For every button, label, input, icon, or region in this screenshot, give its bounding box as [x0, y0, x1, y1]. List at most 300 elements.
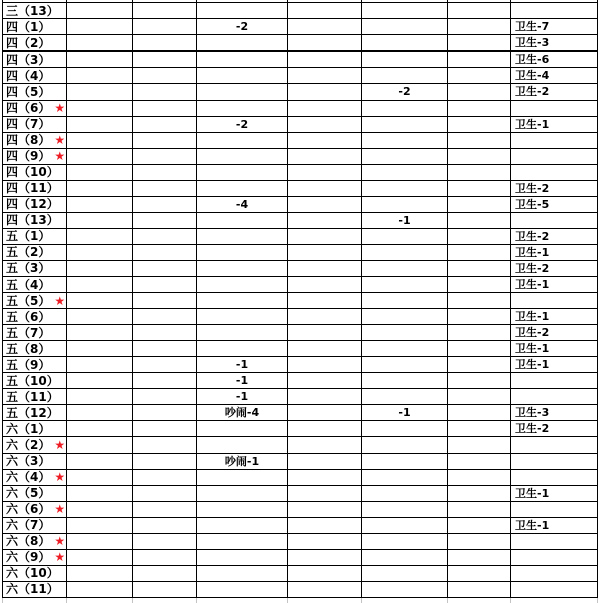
table-cell[interactable] [133, 581, 197, 597]
table-cell[interactable] [197, 51, 288, 68]
table-cell[interactable] [197, 132, 288, 148]
table-cell[interactable] [288, 68, 362, 84]
table-cell[interactable] [197, 277, 288, 293]
table-cell[interactable] [67, 132, 133, 148]
table-cell[interactable] [288, 84, 362, 100]
table-cell[interactable] [197, 517, 288, 533]
table-cell[interactable] [362, 549, 448, 565]
table-cell[interactable] [197, 309, 288, 325]
row-label-cell[interactable] [3, 501, 67, 517]
row-label-cell[interactable] [3, 293, 67, 309]
table-cell[interactable] [362, 132, 448, 148]
table-cell[interactable] [288, 533, 362, 549]
row-label-cell[interactable] [3, 100, 67, 116]
row-label-cell[interactable] [3, 19, 67, 35]
table-cell[interactable] [362, 3, 448, 19]
table-cell[interactable] [362, 68, 448, 84]
table-cell[interactable] [511, 533, 598, 549]
table-cell[interactable]: 卫生-5 [511, 196, 598, 212]
table-cell[interactable] [362, 533, 448, 549]
table-cell[interactable] [448, 35, 511, 52]
table-cell[interactable] [511, 581, 598, 597]
table-cell[interactable] [133, 357, 197, 373]
table-cell[interactable] [448, 19, 511, 35]
table-cell[interactable] [511, 132, 598, 148]
table-cell[interactable] [197, 228, 288, 244]
table-cell[interactable] [288, 373, 362, 389]
table-cell[interactable] [197, 180, 288, 196]
table-cell[interactable] [67, 84, 133, 100]
table-cell[interactable] [448, 373, 511, 389]
table-cell[interactable] [288, 196, 362, 212]
row-label-cell[interactable] [3, 244, 67, 260]
table-cell[interactable] [511, 549, 598, 565]
table-cell[interactable]: 卫生-1 [511, 357, 598, 373]
table-cell[interactable] [362, 19, 448, 35]
row-label-cell[interactable] [3, 405, 67, 421]
table-cell[interactable] [133, 453, 197, 469]
table-cell[interactable] [448, 116, 511, 132]
table-cell[interactable] [133, 405, 197, 421]
table-cell[interactable] [288, 565, 362, 581]
row-label-cell[interactable] [3, 421, 67, 437]
table-cell[interactable] [448, 3, 511, 19]
table-cell[interactable] [133, 293, 197, 309]
table-cell[interactable] [362, 260, 448, 276]
table-cell[interactable] [133, 565, 197, 581]
table-cell[interactable] [288, 164, 362, 180]
table-cell[interactable] [133, 132, 197, 148]
table-cell[interactable] [133, 341, 197, 357]
row-label-cell[interactable] [3, 132, 67, 148]
table-cell[interactable] [133, 485, 197, 501]
table-cell[interactable] [197, 260, 288, 276]
table-cell[interactable] [133, 244, 197, 260]
table-cell[interactable]: 卫生-1 [511, 277, 598, 293]
table-cell[interactable] [362, 148, 448, 164]
table-cell[interactable] [197, 501, 288, 517]
table-cell[interactable]: -1 [197, 373, 288, 389]
table-cell[interactable] [133, 421, 197, 437]
table-cell[interactable] [362, 565, 448, 581]
table-cell[interactable] [133, 389, 197, 405]
table-cell[interactable] [197, 3, 288, 19]
table-cell[interactable]: 卫生-1 [511, 309, 598, 325]
table-cell[interactable] [448, 68, 511, 84]
table-cell[interactable] [362, 389, 448, 405]
table-cell[interactable] [67, 260, 133, 276]
table-cell[interactable] [288, 309, 362, 325]
table-cell[interactable] [448, 341, 511, 357]
row-label-cell[interactable] [3, 485, 67, 501]
table-cell[interactable] [133, 3, 197, 19]
table-cell[interactable] [362, 341, 448, 357]
table-cell[interactable] [448, 260, 511, 276]
table-cell[interactable]: 卫生-4 [511, 68, 598, 84]
table-cell[interactable] [448, 180, 511, 196]
table-cell[interactable] [362, 35, 448, 52]
table-cell[interactable] [288, 212, 362, 228]
table-cell[interactable] [288, 132, 362, 148]
table-cell[interactable] [133, 84, 197, 100]
table-cell[interactable] [67, 164, 133, 180]
table-cell[interactable] [362, 421, 448, 437]
table-cell[interactable]: 卫生-2 [511, 180, 598, 196]
table-cell[interactable] [133, 277, 197, 293]
table-cell[interactable]: 卫生-2 [511, 421, 598, 437]
table-cell[interactable]: -4 [197, 196, 288, 212]
table-cell[interactable] [511, 565, 598, 581]
table-cell[interactable] [448, 549, 511, 565]
table-cell[interactable] [67, 3, 133, 19]
table-cell[interactable] [288, 244, 362, 260]
table-cell[interactable] [67, 533, 133, 549]
table-cell[interactable] [197, 68, 288, 84]
table-cell[interactable] [448, 469, 511, 485]
table-cell[interactable] [67, 68, 133, 84]
table-cell[interactable] [511, 373, 598, 389]
table-cell[interactable] [511, 437, 598, 453]
table-cell[interactable]: -1 [197, 389, 288, 405]
row-label-cell[interactable] [3, 581, 67, 597]
table-cell[interactable] [67, 421, 133, 437]
table-cell[interactable] [288, 35, 362, 52]
table-cell[interactable] [197, 212, 288, 228]
table-cell[interactable]: 卫生-3 [511, 405, 598, 421]
table-cell[interactable] [511, 164, 598, 180]
table-cell[interactable] [197, 469, 288, 485]
table-cell[interactable] [362, 277, 448, 293]
row-label-cell[interactable] [3, 164, 67, 180]
table-cell[interactable] [288, 325, 362, 341]
table-cell[interactable] [67, 35, 133, 52]
table-cell[interactable] [67, 180, 133, 196]
row-label-cell[interactable] [3, 437, 67, 453]
table-cell[interactable] [133, 533, 197, 549]
table-cell[interactable] [448, 228, 511, 244]
table-cell[interactable] [448, 293, 511, 309]
table-cell[interactable]: 卫生-6 [511, 51, 598, 68]
table-cell[interactable] [197, 84, 288, 100]
table-cell[interactable] [288, 469, 362, 485]
table-cell[interactable] [67, 212, 133, 228]
row-label-cell[interactable] [3, 228, 67, 244]
table-cell[interactable] [362, 293, 448, 309]
table-cell[interactable] [197, 549, 288, 565]
table-cell[interactable]: 卫生-2 [511, 260, 598, 276]
row-label-cell[interactable] [3, 517, 67, 533]
table-cell[interactable] [133, 35, 197, 52]
table-cell[interactable] [133, 212, 197, 228]
table-cell[interactable] [288, 180, 362, 196]
table-cell[interactable] [288, 581, 362, 597]
row-label-cell[interactable] [3, 68, 67, 84]
row-label-cell[interactable] [3, 148, 67, 164]
table-cell[interactable] [448, 357, 511, 373]
table-cell[interactable] [133, 180, 197, 196]
table-cell[interactable] [448, 309, 511, 325]
table-cell[interactable] [288, 421, 362, 437]
row-label-cell[interactable] [3, 309, 67, 325]
table-cell[interactable] [362, 373, 448, 389]
table-cell[interactable] [448, 405, 511, 421]
table-cell[interactable] [448, 421, 511, 437]
row-label-cell[interactable] [3, 51, 67, 68]
table-cell[interactable] [448, 485, 511, 501]
table-cell[interactable] [362, 357, 448, 373]
table-cell[interactable] [288, 453, 362, 469]
table-cell[interactable]: 卫生-2 [511, 325, 598, 341]
table-cell[interactable] [67, 437, 133, 453]
table-cell[interactable] [67, 293, 133, 309]
table-cell[interactable] [362, 196, 448, 212]
table-cell[interactable] [511, 212, 598, 228]
table-cell[interactable] [448, 501, 511, 517]
table-cell[interactable] [133, 196, 197, 212]
table-cell[interactable] [448, 164, 511, 180]
table-cell[interactable] [133, 309, 197, 325]
table-cell[interactable] [288, 405, 362, 421]
table-cell[interactable] [133, 549, 197, 565]
table-cell[interactable] [288, 148, 362, 164]
row-label-cell[interactable] [3, 116, 67, 132]
table-cell[interactable] [362, 180, 448, 196]
table-cell[interactable]: -2 [197, 19, 288, 35]
row-label-cell[interactable] [3, 196, 67, 212]
table-cell[interactable] [448, 51, 511, 68]
table-cell[interactable] [288, 3, 362, 19]
table-cell[interactable] [448, 453, 511, 469]
table-cell[interactable] [197, 293, 288, 309]
table-cell[interactable] [67, 148, 133, 164]
table-cell[interactable] [133, 164, 197, 180]
table-cell[interactable] [67, 116, 133, 132]
table-cell[interactable] [197, 325, 288, 341]
table-cell[interactable]: 卫生-1 [511, 517, 598, 533]
table-cell[interactable] [362, 581, 448, 597]
table-cell[interactable] [67, 357, 133, 373]
table-cell[interactable] [197, 341, 288, 357]
table-cell[interactable] [67, 389, 133, 405]
table-cell[interactable] [288, 549, 362, 565]
table-cell[interactable]: 吵闹-1 [197, 453, 288, 469]
table-cell[interactable] [197, 100, 288, 116]
table-cell[interactable] [511, 3, 598, 19]
table-cell[interactable] [133, 501, 197, 517]
table-cell[interactable] [448, 84, 511, 100]
table-cell[interactable] [362, 116, 448, 132]
table-cell[interactable] [362, 517, 448, 533]
table-cell[interactable] [362, 100, 448, 116]
table-cell[interactable] [448, 565, 511, 581]
row-label-cell[interactable] [3, 469, 67, 485]
table-cell[interactable] [67, 565, 133, 581]
row-label-cell[interactable] [3, 373, 67, 389]
table-cell[interactable]: -1 [197, 357, 288, 373]
row-label-cell[interactable] [3, 357, 67, 373]
table-cell[interactable] [133, 116, 197, 132]
row-label-cell[interactable] [3, 212, 67, 228]
row-label-cell[interactable] [3, 35, 67, 52]
table-cell[interactable] [448, 148, 511, 164]
table-row [3, 421, 598, 437]
table-cell[interactable] [448, 196, 511, 212]
table-cell[interactable] [448, 437, 511, 453]
table-cell[interactable] [133, 469, 197, 485]
table-cell[interactable] [288, 19, 362, 35]
table-cell[interactable] [67, 325, 133, 341]
table-cell[interactable] [288, 389, 362, 405]
table-cell[interactable] [448, 325, 511, 341]
table-cell[interactable] [362, 501, 448, 517]
table-cell[interactable] [511, 293, 598, 309]
table-cell[interactable]: 卫生-7 [511, 19, 598, 35]
table-cell[interactable] [288, 341, 362, 357]
row-label-cell[interactable] [3, 533, 67, 549]
table-cell[interactable] [67, 277, 133, 293]
table-cell[interactable] [133, 325, 197, 341]
table-cell[interactable] [511, 100, 598, 116]
row-label-cell[interactable] [3, 3, 67, 19]
table-cell[interactable] [448, 389, 511, 405]
table-cell[interactable] [362, 309, 448, 325]
table-cell[interactable] [133, 68, 197, 84]
table-cell[interactable] [362, 453, 448, 469]
table-cell[interactable] [511, 501, 598, 517]
table-cell[interactable] [67, 196, 133, 212]
table-cell[interactable] [362, 485, 448, 501]
row-label-cell[interactable] [3, 180, 67, 196]
table-cell[interactable] [288, 277, 362, 293]
table-cell[interactable] [197, 164, 288, 180]
table-cell[interactable] [288, 437, 362, 453]
star-icon: ★ [54, 550, 66, 565]
table-cell[interactable]: 卫生-1 [511, 485, 598, 501]
table-cell[interactable] [288, 116, 362, 132]
table-cell[interactable] [288, 100, 362, 116]
table-cell[interactable]: 卫生-1 [511, 341, 598, 357]
table-cell[interactable] [67, 469, 133, 485]
table-cell[interactable]: 卫生-2 [511, 84, 598, 100]
row-label-cell[interactable] [3, 341, 67, 357]
row-label-cell[interactable] [3, 453, 67, 469]
table-cell[interactable]: 卫生-1 [511, 244, 598, 260]
row-label-cell[interactable] [3, 84, 67, 100]
table-row [3, 180, 598, 196]
table-cell[interactable] [67, 341, 133, 357]
table-cell[interactable] [67, 549, 133, 565]
table-cell[interactable] [67, 100, 133, 116]
table-cell[interactable] [133, 51, 197, 68]
table-cell[interactable] [133, 228, 197, 244]
table-cell[interactable] [362, 325, 448, 341]
table-cell[interactable] [67, 453, 133, 469]
table-cell[interactable] [67, 501, 133, 517]
table-cell[interactable] [448, 244, 511, 260]
table-cell[interactable] [197, 565, 288, 581]
table-cell[interactable] [133, 148, 197, 164]
table-cell[interactable] [362, 228, 448, 244]
table-cell[interactable] [67, 228, 133, 244]
table-cell[interactable] [288, 293, 362, 309]
table-cell[interactable] [511, 453, 598, 469]
table-cell[interactable] [288, 51, 362, 68]
table-cell[interactable] [197, 581, 288, 597]
table-cell[interactable]: -1 [362, 405, 448, 421]
table-cell[interactable] [67, 405, 133, 421]
table-cell[interactable] [288, 517, 362, 533]
table-cell[interactable] [288, 228, 362, 244]
table-cell[interactable] [448, 277, 511, 293]
table-cell[interactable] [448, 212, 511, 228]
table-cell[interactable] [362, 437, 448, 453]
table-cell[interactable] [288, 485, 362, 501]
table-cell[interactable]: 卫生-3 [511, 35, 598, 52]
table-cell[interactable]: 卫生-2 [511, 228, 598, 244]
table-cell[interactable] [362, 51, 448, 68]
table-cell[interactable] [67, 19, 133, 35]
table-cell[interactable] [197, 421, 288, 437]
table-cell[interactable] [197, 244, 288, 260]
table-cell[interactable] [511, 469, 598, 485]
row-label-cell[interactable] [3, 565, 67, 581]
table-row [3, 244, 598, 260]
table-cell[interactable] [448, 517, 511, 533]
table-cell[interactable] [362, 244, 448, 260]
table-cell[interactable]: 卫生-1 [511, 116, 598, 132]
table-cell[interactable] [133, 19, 197, 35]
table-cell[interactable]: 吵闹-4 [197, 405, 288, 421]
table-cell[interactable] [448, 581, 511, 597]
row-label-cell[interactable] [3, 325, 67, 341]
table-cell[interactable] [67, 51, 133, 68]
table-cell[interactable] [197, 437, 288, 453]
table-cell[interactable] [362, 164, 448, 180]
table-cell[interactable] [67, 517, 133, 533]
row-label-cell[interactable] [3, 260, 67, 276]
table-cell[interactable] [197, 148, 288, 164]
table-cell[interactable] [133, 100, 197, 116]
table-cell[interactable] [133, 373, 197, 389]
table-cell[interactable] [511, 389, 598, 405]
table-cell[interactable] [67, 485, 133, 501]
table-cell[interactable] [133, 437, 197, 453]
table-cell[interactable] [67, 309, 133, 325]
table-cell[interactable] [197, 533, 288, 549]
row-label-cell[interactable] [3, 389, 67, 405]
table-cell[interactable] [448, 132, 511, 148]
table-cell[interactable] [448, 533, 511, 549]
table-cell[interactable] [197, 35, 288, 52]
table-cell[interactable]: -2 [362, 84, 448, 100]
table-cell[interactable] [288, 357, 362, 373]
table-cell[interactable] [197, 485, 288, 501]
table-cell[interactable]: -2 [197, 116, 288, 132]
row-label-cell[interactable] [3, 549, 67, 565]
table-cell[interactable]: -1 [362, 212, 448, 228]
row-label-cell[interactable] [3, 277, 67, 293]
table-cell[interactable] [67, 244, 133, 260]
table-cell[interactable] [362, 469, 448, 485]
table-cell[interactable] [67, 373, 133, 389]
table-cell[interactable] [448, 100, 511, 116]
table-cell[interactable] [133, 260, 197, 276]
table-cell[interactable] [288, 501, 362, 517]
table-cell[interactable] [67, 581, 133, 597]
table-cell[interactable] [288, 260, 362, 276]
table-cell[interactable] [511, 148, 598, 164]
table-cell[interactable] [133, 517, 197, 533]
